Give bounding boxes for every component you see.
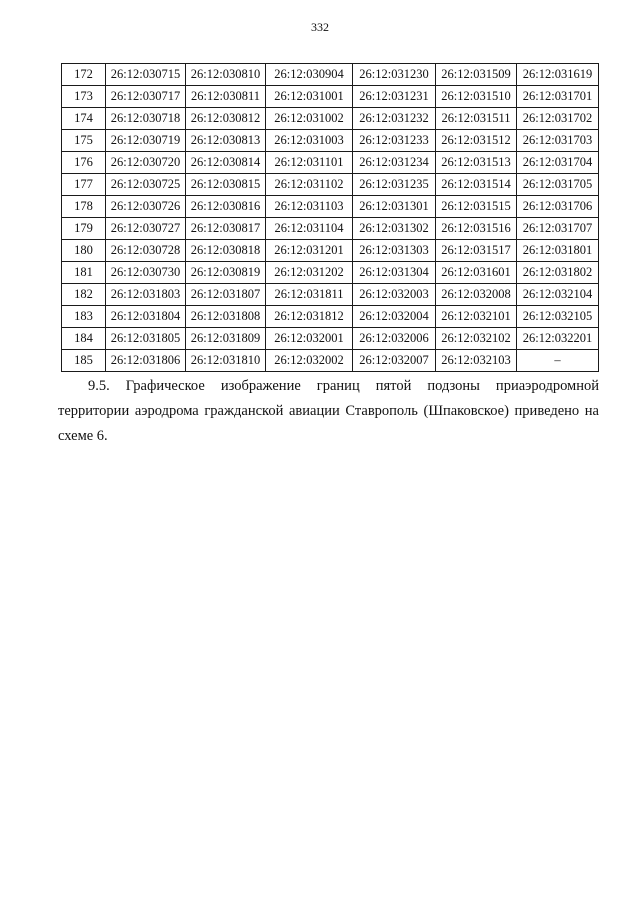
row-number-cell: 179 <box>62 218 106 240</box>
row-number-cell: 185 <box>62 350 106 372</box>
cadastral-number-cell: 26:12:030715 <box>106 64 186 86</box>
cadastral-number-cell: 26:12:032004 <box>353 306 436 328</box>
cadastral-number-cell: 26:12:030810 <box>186 64 266 86</box>
cadastral-number-cell: 26:12:031235 <box>353 174 436 196</box>
cadastral-number-cell: 26:12:030727 <box>106 218 186 240</box>
section-paragraph <box>58 374 599 449</box>
cadastral-number-cell: 26:12:031301 <box>353 196 436 218</box>
cadastral-number-cell: 26:12:032105 <box>517 306 599 328</box>
cadastral-number-cell: 26:12:031707 <box>517 218 599 240</box>
cadastral-number-cell: 26:12:030728 <box>106 240 186 262</box>
row-number-cell: 175 <box>62 130 106 152</box>
cadastral-number-cell: – <box>517 350 599 372</box>
table-row <box>62 130 599 152</box>
cadastral-number-cell: 26:12:032001 <box>266 328 353 350</box>
cadastral-number-cell: 26:12:031510 <box>436 86 517 108</box>
cadastral-number-cell: 26:12:031232 <box>353 108 436 130</box>
row-number-cell: 172 <box>62 64 106 86</box>
cadastral-number-cell: 26:12:030819 <box>186 262 266 284</box>
cadastral-number-cell: 26:12:031515 <box>436 196 517 218</box>
cadastral-number-cell: 26:12:031234 <box>353 152 436 174</box>
cadastral-number-cell: 26:12:032104 <box>517 284 599 306</box>
table-row <box>62 284 599 306</box>
cadastral-number-cell: 26:12:031811 <box>266 284 353 306</box>
table-row <box>62 328 599 350</box>
cadastral-number-cell: 26:12:031802 <box>517 262 599 284</box>
row-number-cell: 182 <box>62 284 106 306</box>
cadastral-number-cell: 26:12:032002 <box>266 350 353 372</box>
cadastral-number-cell: 26:12:031703 <box>517 130 599 152</box>
cadastral-number-cell: 26:12:031102 <box>266 174 353 196</box>
cadastral-number-cell: 26:12:030817 <box>186 218 266 240</box>
row-number-cell: 184 <box>62 328 106 350</box>
cadastral-number-cell: 26:12:030718 <box>106 108 186 130</box>
cadastral-number-cell: 26:12:031810 <box>186 350 266 372</box>
cadastral-number-cell: 26:12:031601 <box>436 262 517 284</box>
cadastral-number-cell: 26:12:032102 <box>436 328 517 350</box>
paragraph-text: 9.5. Графическое изображение границ пятой подзоны приаэродромной территории аэродрома гражданской авиации Ставрополь (Шпаковское) приведено на схеме 6. <box>58 378 599 444</box>
cadastral-number-cell: 26:12:031701 <box>517 86 599 108</box>
cadastral-number-cell: 26:12:031804 <box>106 306 186 328</box>
cadastral-number-cell: 26:12:031513 <box>436 152 517 174</box>
cadastral-number-cell: 26:12:031104 <box>266 218 353 240</box>
row-number-cell: 181 <box>62 262 106 284</box>
cadastral-number-cell: 26:12:032201 <box>517 328 599 350</box>
cadastral-number-cell: 26:12:031514 <box>436 174 517 196</box>
table-row <box>62 174 599 196</box>
cadastral-number-cell: 26:12:031303 <box>353 240 436 262</box>
cadastral-number-cell: 26:12:030812 <box>186 108 266 130</box>
row-number-cell: 178 <box>62 196 106 218</box>
cadastral-number-cell: 26:12:031103 <box>266 196 353 218</box>
cadastral-number-cell: 26:12:030904 <box>266 64 353 86</box>
table-row <box>62 108 599 130</box>
table-row <box>62 64 599 86</box>
cadastral-number-cell: 26:12:031201 <box>266 240 353 262</box>
cadastral-number-cell: 26:12:031230 <box>353 64 436 86</box>
cadastral-number-cell: 26:12:031808 <box>186 306 266 328</box>
row-number-cell: 177 <box>62 174 106 196</box>
cadastral-number-cell: 26:12:031509 <box>436 64 517 86</box>
cadastral-number-cell: 26:12:031619 <box>517 64 599 86</box>
cadastral-number-cell: 26:12:030818 <box>186 240 266 262</box>
cadastral-number-cell: 26:12:030813 <box>186 130 266 152</box>
table-body <box>62 64 599 372</box>
cadastral-number-cell: 26:12:031304 <box>353 262 436 284</box>
cadastral-number-cell: 26:12:030811 <box>186 86 266 108</box>
cadastral-number-cell: 26:12:030720 <box>106 152 186 174</box>
cadastral-number-cell: 26:12:031517 <box>436 240 517 262</box>
cadastral-number-cell: 26:12:030814 <box>186 152 266 174</box>
cadastral-number-cell: 26:12:031805 <box>106 328 186 350</box>
row-number-cell: 173 <box>62 86 106 108</box>
cadastral-number-cell: 26:12:030726 <box>106 196 186 218</box>
cadastral-number-cell: 26:12:032007 <box>353 350 436 372</box>
cadastral-number-cell: 26:12:031202 <box>266 262 353 284</box>
cadastral-number-cell: 26:12:031806 <box>106 350 186 372</box>
row-number-cell: 183 <box>62 306 106 328</box>
table-row <box>62 350 599 372</box>
cadastral-number-cell: 26:12:031001 <box>266 86 353 108</box>
cadastral-number-cell: 26:12:031231 <box>353 86 436 108</box>
page-number: 332 <box>311 20 329 34</box>
table-row <box>62 306 599 328</box>
cadastral-number-cell: 26:12:030730 <box>106 262 186 284</box>
cadastral-number-cell: 26:12:031302 <box>353 218 436 240</box>
cadastral-number-cell: 26:12:032103 <box>436 350 517 372</box>
row-number-cell: 174 <box>62 108 106 130</box>
cadastral-number-cell: 26:12:031803 <box>106 284 186 306</box>
table-row <box>62 240 599 262</box>
cadastral-number-cell: 26:12:030719 <box>106 130 186 152</box>
cadastral-number-cell: 26:12:032003 <box>353 284 436 306</box>
cadastral-number-cell: 26:12:031809 <box>186 328 266 350</box>
cadastral-number-cell: 26:12:031512 <box>436 130 517 152</box>
cadastral-number-cell: 26:12:031003 <box>266 130 353 152</box>
cadastral-number-cell: 26:12:031101 <box>266 152 353 174</box>
cadastral-number-cell: 26:12:031511 <box>436 108 517 130</box>
cadastral-number-cell: 26:12:031706 <box>517 196 599 218</box>
cadastral-number-cell: 26:12:031807 <box>186 284 266 306</box>
cadastral-number-cell: 26:12:032101 <box>436 306 517 328</box>
cadastral-number-cell: 26:12:030717 <box>106 86 186 108</box>
cadastral-number-cell: 26:12:031704 <box>517 152 599 174</box>
cadastral-number-cell: 26:12:031516 <box>436 218 517 240</box>
cadastral-number-cell: 26:12:032006 <box>353 328 436 350</box>
cadastral-number-cell: 26:12:030816 <box>186 196 266 218</box>
cadastral-number-cell: 26:12:032008 <box>436 284 517 306</box>
row-number-cell: 176 <box>62 152 106 174</box>
cadastral-number-cell: 26:12:031233 <box>353 130 436 152</box>
table-row <box>62 196 599 218</box>
table-row <box>62 262 599 284</box>
cadastral-number-cell: 26:12:031705 <box>517 174 599 196</box>
cadastral-number-cell: 26:12:031812 <box>266 306 353 328</box>
cadastral-number-cell: 26:12:030815 <box>186 174 266 196</box>
cadastral-number-cell: 26:12:031801 <box>517 240 599 262</box>
row-number-cell: 180 <box>62 240 106 262</box>
cadastral-number-cell: 26:12:031702 <box>517 108 599 130</box>
table-row <box>62 152 599 174</box>
table-row <box>62 218 599 240</box>
cadastral-table <box>61 63 599 372</box>
cadastral-number-cell: 26:12:031002 <box>266 108 353 130</box>
table-row <box>62 86 599 108</box>
cadastral-number-cell: 26:12:030725 <box>106 174 186 196</box>
